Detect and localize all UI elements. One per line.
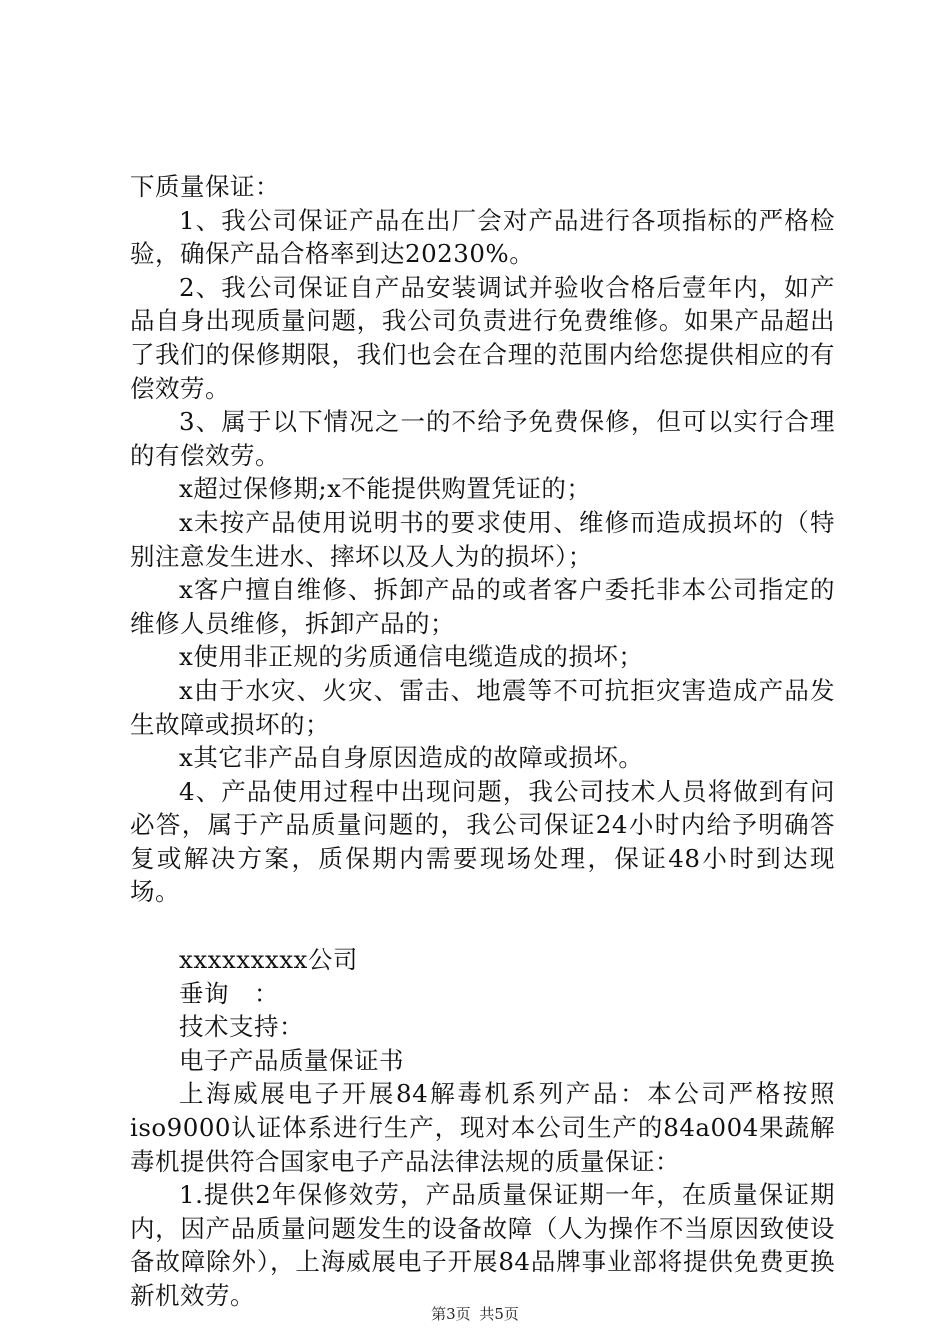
exclusion-case-4: x使用非正规的劣质通信电缆造成的损坏； — [179, 642, 644, 672]
exclusion-case-6: x其它非产品自身原因造成的故障或损坏。 — [179, 743, 644, 773]
document-title: 电子产品质量保证书 — [179, 1045, 404, 1075]
exclusion-case-2: x未按产品使用说明书的要求使用、维修而造成损坏的（特别注意发生进水、摔坏以及人为的损坏）； — [130, 507, 835, 571]
hotline-label: 垂询 ： — [179, 978, 279, 1008]
page-total: 共5页 — [479, 1305, 519, 1323]
exclusion-case-1: x超过保修期;x不能提供购置凭证的； — [179, 474, 592, 504]
paragraph-item-3: 3、属于以下情况之一的不给予免费保修，但可以实行合理的有偿效劳。 — [130, 407, 835, 470]
document-body — [130, 170, 835, 1313]
page-number: 第3页 — [431, 1305, 471, 1323]
blank-line — [130, 909, 835, 943]
paragraph-doc-intro: 上海威展电子开展84解毒机系列产品：本公司严格按照iso9000认证体系进行生产，现对本公司生产的84a004果蔬解毒机提供符合国家电子产品法律法规的质量保证： — [130, 1079, 835, 1176]
paragraph-item-2: 2、我公司保证自产品安装调试并验收合格后壹年内，如产品自身出现质量问题，我公司负责进行免费维修。如果产品超出了我们的保修期限，我们也会在合理的范围内给您提供相应的有偿效劳。 — [130, 272, 835, 403]
exclusion-case-3: x客户擅自维修、拆卸产品的或者客户委托非本公司指定的维修人员维修，拆卸产品的； — [130, 575, 835, 638]
exclusion-case-5: x由于水灾、火灾、雷击、地震等不可抗拒灾害造成产品发生故障或损坏的； — [130, 675, 835, 739]
company-name: xxxxxxxxx公司 — [179, 945, 358, 975]
tech-support-label: 技术支持： — [179, 1012, 304, 1042]
page-footer — [0, 1303, 950, 1324]
paragraph-item-4: 4、产品使用过程中出现问题，我公司技术人员将做到有问必答，属于产品质量问题的，我公司保证24小时内给予明确答复或解决方案，质保期内需要现场处理，保证48小时到达现场。 — [130, 776, 835, 907]
paragraph-doc-item-1: 1.提供2年保修效劳，产品质量保证期一年，在质量保证期内，因产品质量问题发生的设备故障（人为操作不当原因致使设备故障除外），上海威展电子开展84品牌事业部将提供免费更换新机效劳。 — [130, 1180, 835, 1310]
paragraph-item-1: 1、我公司保证产品在出厂会对产品进行各项指标的严格检验，确保产品合格率到达20230%。 — [130, 205, 835, 269]
paragraph-intro: 下质量保证： — [130, 172, 280, 201]
